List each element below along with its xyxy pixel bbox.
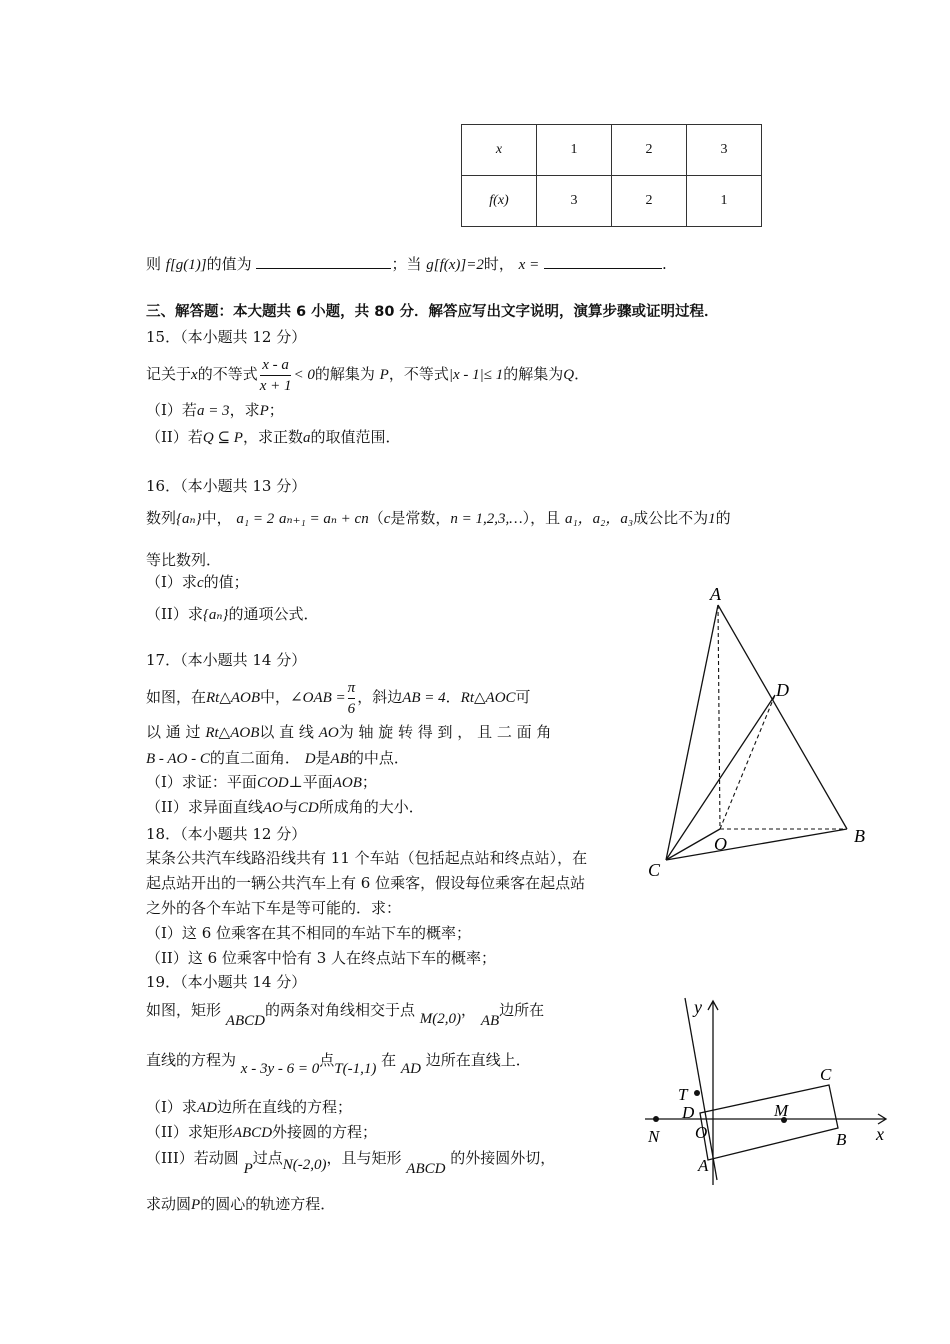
text: 数列 (146, 509, 177, 527)
fill-blank-line (146, 254, 667, 275)
math-expr: AB (330, 751, 349, 767)
coordinate-figure (640, 990, 900, 1190)
q18-part2: （II）这 6 位乘客中恰有 3 人在终点站下车的概率； (146, 949, 497, 967)
math-expr: a (302, 430, 311, 446)
q15-part1 (146, 400, 284, 421)
text: 如图，矩形 (146, 1001, 222, 1019)
text: 外接圆的方程； (272, 1123, 378, 1141)
math-expr: ABCD (225, 1013, 265, 1029)
q19-part2 (146, 1122, 377, 1143)
q19-line2 (146, 1050, 531, 1077)
text: 是常数， (390, 509, 451, 527)
q17-part1 (146, 772, 377, 793)
math-expr: {aₙ} (176, 511, 202, 527)
text: （II）求矩形 (146, 1123, 233, 1141)
table-cell: 1 (687, 176, 762, 227)
denominator: x + 1 (259, 377, 292, 394)
math-expr: x (191, 367, 198, 383)
table-cell: 2 (612, 176, 687, 227)
math-expr: P (259, 403, 269, 419)
text: （I）若 (146, 401, 197, 419)
text: 的解集为 (503, 365, 564, 383)
label-t: T (678, 1085, 688, 1104)
answer-blank[interactable] (256, 254, 391, 269)
section-heading: 三、解答题：本大题共 6 小题，共 80 分．解答应写出文字说明，演算步骤或证明过程． (146, 304, 719, 320)
text: ，求 (229, 401, 260, 419)
text: 边所在 (499, 1001, 545, 1019)
math-expr: N(-2,0) (282, 1157, 327, 1173)
fraction (260, 355, 292, 396)
text: 边所在直线上． (425, 1051, 531, 1069)
math-expr: |x - 1| (448, 367, 484, 383)
label-x: x (876, 1124, 884, 1144)
text: 如图，在 (146, 688, 207, 706)
text: 求动圆 (146, 1195, 192, 1213)
label-a: A (698, 1156, 709, 1175)
text: 的两条对角线相交于点 (264, 1001, 415, 1019)
text: （ (368, 509, 384, 527)
text: 的通项公式． (228, 605, 319, 623)
math-expr: Rt△AOC (460, 690, 516, 706)
text: 是 (315, 749, 331, 767)
math-expr: aₙ₊₁ = aₙ + cn (279, 511, 369, 527)
text: 成公比不为 (633, 509, 709, 527)
text: 的 (715, 509, 731, 527)
label-c: C (648, 860, 661, 880)
text: 以 直 线 (259, 723, 314, 741)
edge-ao (718, 605, 720, 829)
edge-od (720, 695, 775, 829)
q17-title: 17．（本小题共 14 分） (146, 651, 307, 669)
text: （III）若动圆 (146, 1149, 239, 1167)
text: （I）求 (146, 573, 197, 591)
text: 与 (282, 798, 298, 816)
text: 则 (146, 255, 162, 273)
label-m: M (774, 1101, 789, 1120)
math-expr: Rt△AOB (205, 725, 260, 741)
text: ． (445, 688, 461, 706)
text: 的取值范围． (310, 428, 401, 446)
text: ； (268, 401, 284, 419)
text: 以 通 过 (146, 723, 201, 741)
math-expr: M(2,0) (419, 1011, 462, 1027)
denominator: 6 (347, 700, 356, 717)
label-o: O (695, 1123, 708, 1142)
tetrahedron-figure (640, 580, 880, 880)
math-expr: Q (563, 367, 575, 383)
math-expr: B - AO - C (146, 751, 210, 767)
text: 直线的方程为 (146, 1051, 237, 1069)
text: ，且与矩形 (326, 1149, 402, 1167)
function-table (461, 124, 762, 227)
text: 可 (515, 688, 531, 706)
math-expr: a₁， (564, 511, 593, 527)
math-expr: COD (256, 775, 289, 791)
text: 记关于 (146, 365, 192, 383)
table-cell: 2 (612, 125, 687, 176)
q17-line3 (146, 748, 409, 769)
q15-line (146, 354, 589, 396)
fraction (348, 678, 356, 719)
text: 的直二面角． (209, 749, 300, 767)
label-y: y (694, 997, 702, 1017)
text: 中， (260, 688, 291, 706)
text: 所成角的大小． (318, 798, 424, 816)
math-expr: P (379, 367, 389, 383)
math-expr: a = 3 (196, 403, 230, 419)
text: ； (361, 773, 377, 791)
math-expr: T(-1,1) (334, 1061, 377, 1077)
q16-line2: 等比数列． (146, 551, 222, 569)
q18-line1: 某条公共汽车线路沿线共有 11 个车站（包括起点站和终点站），在 (146, 849, 588, 867)
text: ，不等式 (388, 365, 449, 383)
math-expr: f[g(1)] (165, 257, 207, 273)
math-expr: a₁ = 2 (236, 511, 275, 527)
table-cell: f(x) (462, 176, 537, 227)
line-ad (685, 998, 717, 1180)
text: 的解集为 (314, 365, 375, 383)
q19-part4 (146, 1194, 335, 1215)
math-expr: g[f(x)]=2 (426, 257, 484, 273)
math-expr: a₂， (592, 511, 621, 527)
text: 边所在直线的方程； (216, 1098, 352, 1116)
text: 的值； (203, 573, 249, 591)
table-row (462, 176, 762, 227)
q18-part1: （I）这 6 位乘客在其不相同的车站下车的概率； (146, 924, 472, 942)
table-cell: 1 (537, 125, 612, 176)
point-t (694, 1090, 700, 1096)
q17-part2 (146, 797, 424, 818)
text: 的中点． (348, 749, 409, 767)
text: 中， (201, 509, 232, 527)
math-expr: AD (196, 1100, 217, 1116)
math-expr: ≤ 1 (483, 367, 504, 383)
text: （I）求 (146, 1098, 197, 1116)
q16-part1 (146, 572, 249, 593)
math-expr: ABCD (232, 1125, 273, 1141)
text: ，求正数 (242, 428, 303, 446)
q18-line3: 之外的各个车站下车是等可能的．求： (146, 899, 402, 917)
table-row (462, 125, 762, 176)
math-expr: Rt△AOB (206, 690, 261, 706)
text: 在 (381, 1051, 397, 1069)
label-b: B (836, 1130, 847, 1149)
q16-title: 16．（本小题共 13 分） (146, 477, 307, 495)
table-cell: 3 (687, 125, 762, 176)
q16-line (146, 508, 731, 529)
numerator: x - a (260, 355, 292, 376)
q18-line2: 起点站开出的一辆公共汽车上有 6 位乘客，假设每位乘客在起点站 (146, 874, 586, 892)
math-expr: CD (297, 800, 319, 816)
label-d: D (682, 1103, 695, 1122)
math-expr: D (304, 751, 316, 767)
math-expr: n = 1,2,3,… (450, 511, 523, 527)
text: 的值为 (206, 255, 252, 273)
text: 的不等式 (197, 365, 258, 383)
math-expr: ABCD (406, 1161, 446, 1177)
math-expr: {aₙ} (202, 607, 229, 623)
math-expr: P (191, 1197, 201, 1213)
label-a: A (710, 584, 721, 604)
text: ；当 (391, 255, 422, 273)
text: 平面 (302, 773, 333, 791)
math-expr: x - 3y - 6 = 0 (240, 1061, 320, 1077)
math-expr: ∠OAB = (290, 690, 346, 706)
q17-line2 (146, 722, 551, 743)
math-expr: AOB (332, 775, 362, 791)
text: 的圆心的轨迹方程． (200, 1195, 336, 1213)
label-b: B (854, 826, 865, 846)
table-cell: x (462, 125, 537, 176)
math-expr: c (196, 575, 204, 591)
q18-title: 18．（本小题共 12 分） (146, 825, 307, 843)
math-expr: a₃ (620, 511, 634, 527)
math-expr: 1 (708, 511, 716, 527)
math-expr: AD (400, 1061, 421, 1077)
math-expr: c (383, 511, 391, 527)
q19-part3 (146, 1148, 556, 1177)
text: 时， (483, 255, 514, 273)
math-expr: AB (480, 1013, 500, 1029)
q15-title: 15．（本小题共 12 分） (146, 328, 307, 346)
q19-title: 19．（本小题共 14 分） (146, 973, 307, 991)
text: ，斜边 (357, 688, 403, 706)
q19-part1 (146, 1097, 352, 1118)
text: . (661, 255, 667, 273)
text: 点 (319, 1051, 335, 1069)
text: （II）求异面直线 (146, 798, 263, 816)
label-o: O (714, 834, 727, 854)
math-expr: x = (518, 257, 540, 273)
text: 为 轴 旋 转 得 到 ， 且 二 面 角 (338, 723, 552, 741)
numerator: π (348, 678, 356, 699)
math-expr: AB = 4 (402, 690, 446, 706)
math-expr: AO (262, 800, 283, 816)
text: ⊥ (288, 773, 303, 791)
text: （II）若 (146, 428, 203, 446)
text: （I）求证：平面 (146, 773, 257, 791)
math-expr: Q ⊆ P (202, 430, 243, 446)
label-c: C (820, 1065, 832, 1084)
math-expr: < 0 (293, 367, 315, 383)
edge-ab (718, 605, 847, 829)
q15-part2 (146, 427, 400, 448)
math-expr: P (243, 1161, 253, 1177)
label-d: D (776, 680, 789, 700)
text: ），且 (522, 509, 561, 527)
point-n (653, 1116, 659, 1122)
q19-line1 (146, 1000, 545, 1029)
q16-part2 (146, 604, 318, 625)
q17-line1 (146, 677, 531, 719)
text: （II）求 (146, 605, 203, 623)
text: ， (461, 1001, 477, 1019)
table-cell: 3 (537, 176, 612, 227)
answer-blank[interactable] (544, 254, 662, 269)
text: 的外接圆外切， (450, 1149, 556, 1167)
text: ． (574, 365, 590, 383)
math-expr: AO (318, 725, 339, 741)
text: 过点 (252, 1149, 283, 1167)
label-n: N (648, 1127, 660, 1146)
rectangle-abcd (700, 1085, 838, 1160)
